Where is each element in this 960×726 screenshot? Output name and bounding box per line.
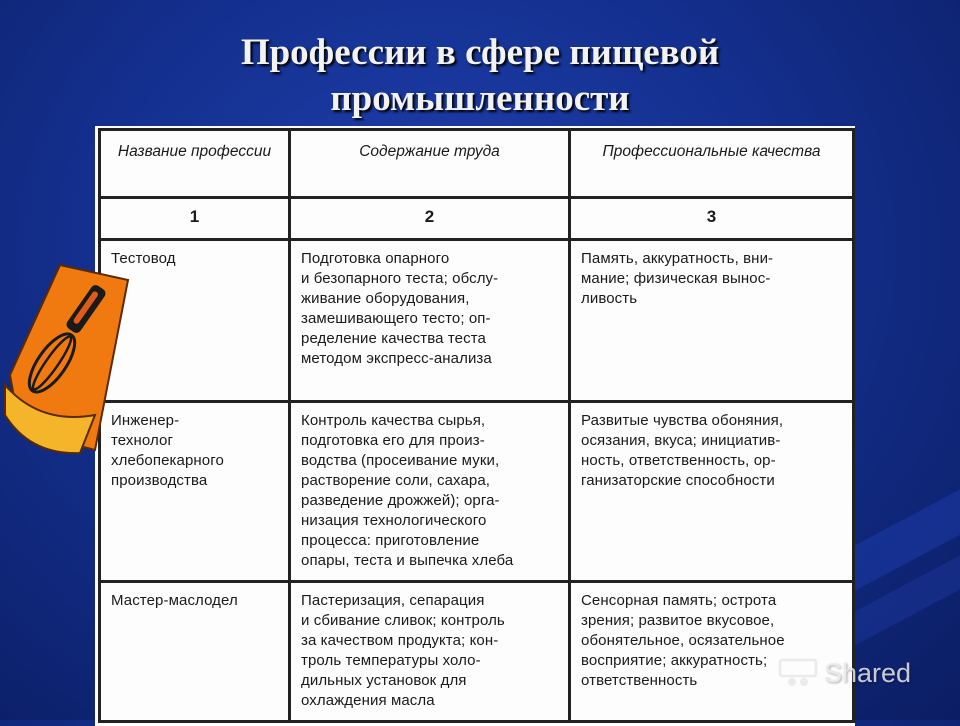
slideshare-logo-icon [778,656,818,690]
table-row [100,582,854,722]
work-content: Контроль качества сырья, подготовка его для произ- водства (просеивание муки, растворение соли, сахара, разведение дрожжей); орга- низация технологического процесса: приготовление опары, теста и выпечка хлеба [301,412,514,569]
column-number: 1 [100,198,290,240]
profession-name: Мастер-маслодел [111,592,238,609]
column-number: 3 [570,198,854,240]
professional-qualities: Развитые чувства обоняния, осязания, вкуса; инициатив- ность, ответственность, ор- ганизаторские способности [581,412,784,489]
qualities-cell [570,240,854,402]
content-cell [290,240,570,402]
professions-table [98,128,855,723]
column-number-row [100,198,854,240]
work-content: Подготовка опарного и безопарного теста; обслу- живание оборудования, замешивающего тесто; оп- ределение качества теста методом экспресс-анализа [301,250,499,367]
professional-qualities: Память, аккуратность, вни- мание; физическая вынос- ливость [581,250,774,307]
column-header: Название профессии [100,130,290,198]
watermark-text: Shared [824,657,912,688]
profession-cell [100,582,290,722]
column-number: 2 [290,198,570,240]
professional-qualities: Сенсорная память; острота зрения; развитое вкусовое, обонятельное, осязательное восприятие; аккуратность; ответственность [581,592,785,689]
slide-title-line-1: Профессии в сфере пищевой [240,32,720,73]
profession-name: Инженер- технолог хлебопекарного производства [111,412,224,489]
table-header-row [100,130,854,198]
whisk-bowl-clipart [0,255,130,455]
content-cell [290,402,570,582]
work-content: Пастеризация, сепарация и сбивание сливок; контроль за качеством продукта; кон- троль температуры холо- дильных установок для охлаждения масла [301,592,505,709]
table-row [100,402,854,582]
content-cell [290,582,570,722]
column-header: Профессиональные качества [570,130,854,198]
qualities-cell [570,402,854,582]
profession-name: Тестовод [111,250,176,267]
slide-title-line-2: промышленности [330,78,630,119]
qualities-cell [570,582,854,722]
slide-title [0,30,960,122]
column-header: Содержание труда [290,130,570,198]
slideshare-watermark [778,656,911,690]
table-row [100,240,854,402]
